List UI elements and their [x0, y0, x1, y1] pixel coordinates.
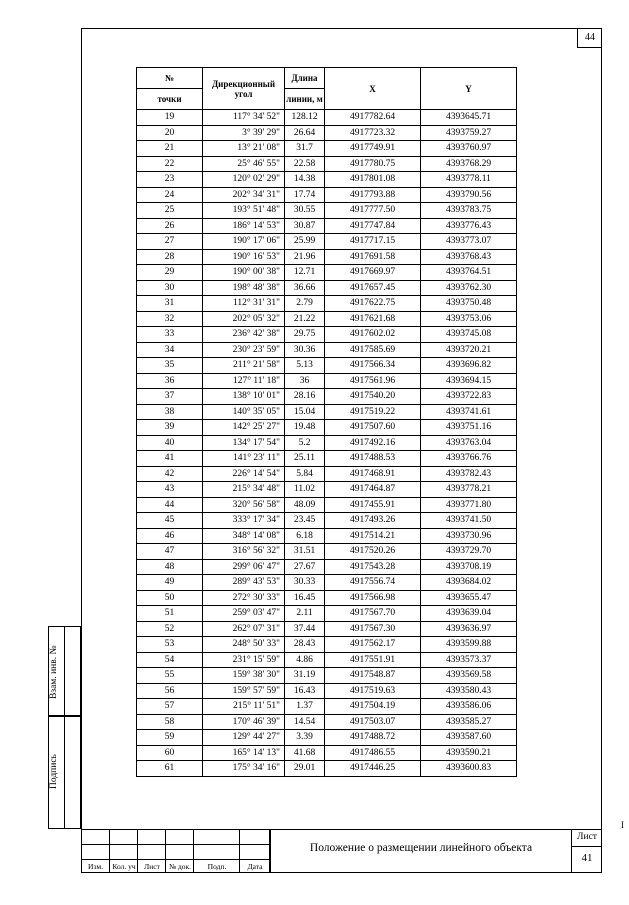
header-angle: Дирекционный угол: [203, 68, 285, 110]
header-x: X: [325, 68, 421, 110]
table-row: [137, 606, 517, 622]
side-label-vzam: Взам. инв. №: [49, 645, 59, 699]
coord-y: 4393768.29: [421, 156, 517, 172]
coord-x: 4917566.34: [325, 358, 421, 374]
point-number: 44: [137, 497, 203, 513]
stamp-label-podp: Подп.: [207, 862, 227, 871]
direction-angle: 159° 38' 30": [203, 668, 285, 684]
point-number: 21: [137, 141, 203, 157]
coord-y: 4393684.02: [421, 575, 517, 591]
side-box-podpis: [48, 716, 81, 829]
line-length: 21.22: [285, 311, 325, 327]
direction-angle: 259° 03' 47": [203, 606, 285, 622]
direction-angle: 226° 14' 54": [203, 466, 285, 482]
direction-angle: 159° 57' 59": [203, 683, 285, 699]
table-body: [137, 110, 517, 777]
table-row: [137, 404, 517, 420]
point-number: 45: [137, 513, 203, 529]
direction-angle: 248° 50' 33": [203, 637, 285, 653]
coord-y: 4393569.58: [421, 668, 517, 684]
direction-angle: 333° 17' 34": [203, 513, 285, 529]
coord-y: 4393599.88: [421, 637, 517, 653]
line-length: 28.16: [285, 389, 325, 405]
direction-angle: 13° 21' 08": [203, 141, 285, 157]
coord-x: 4917622.75: [325, 296, 421, 312]
direction-angle: 215° 11' 51": [203, 699, 285, 715]
stamp-grid: [81, 830, 270, 873]
table-row: [137, 156, 517, 172]
coord-y: 4393720.21: [421, 342, 517, 358]
coord-y: 4393753.06: [421, 311, 517, 327]
coord-y: 4393778.11: [421, 172, 517, 188]
direction-angle: 202° 34' 31": [203, 187, 285, 203]
table-row: [137, 451, 517, 467]
direction-angle: 320° 56' 58": [203, 497, 285, 513]
stamp-label-list: Лист: [144, 862, 160, 871]
coord-x: 4917782.64: [325, 110, 421, 126]
table-row: [137, 373, 517, 389]
point-number: 31: [137, 296, 203, 312]
coord-y: 4393729.70: [421, 544, 517, 560]
line-length: 5.84: [285, 466, 325, 482]
table-row: [137, 172, 517, 188]
table-row: [137, 652, 517, 668]
point-number: 56: [137, 683, 203, 699]
table-row: [137, 110, 517, 126]
direction-angle: 165° 14' 13": [203, 745, 285, 761]
table-row: [137, 141, 517, 157]
coord-x: 4917464.87: [325, 482, 421, 498]
table-row: [137, 683, 517, 699]
point-number: 54: [137, 652, 203, 668]
point-number: 55: [137, 668, 203, 684]
table-row: [137, 280, 517, 296]
direction-angle: 215° 34' 48": [203, 482, 285, 498]
coord-x: 4917780.75: [325, 156, 421, 172]
table-row: [137, 296, 517, 312]
table-row: [137, 621, 517, 637]
coord-y: 4393764.51: [421, 265, 517, 281]
coord-x: 4917801.08: [325, 172, 421, 188]
point-number: 25: [137, 203, 203, 219]
line-length: 128.12: [285, 110, 325, 126]
coord-y: 4393745.08: [421, 327, 517, 343]
table-row: [137, 497, 517, 513]
header-point: точки: [137, 89, 203, 110]
point-number: 39: [137, 420, 203, 436]
coord-x: 4917777.50: [325, 203, 421, 219]
coord-x: 4917492.16: [325, 435, 421, 451]
coord-x: 4917455.91: [325, 497, 421, 513]
direction-angle: 348° 14' 08": [203, 528, 285, 544]
side-label-podpis: Подпись: [49, 754, 59, 789]
coord-y: 4393639.04: [421, 606, 517, 622]
point-number: 29: [137, 265, 203, 281]
coord-y: 4393768.43: [421, 249, 517, 265]
point-number: 61: [137, 761, 203, 777]
direction-angle: 202° 05' 32": [203, 311, 285, 327]
line-length: 30.36: [285, 342, 325, 358]
line-length: 31.7: [285, 141, 325, 157]
point-number: 46: [137, 528, 203, 544]
direction-angle: 134° 17' 54": [203, 435, 285, 451]
coord-x: 4917488.53: [325, 451, 421, 467]
table-row: [137, 420, 517, 436]
table-row: [137, 249, 517, 265]
direction-angle: 3° 39' 29": [203, 125, 285, 141]
point-number: 26: [137, 218, 203, 234]
coord-y: 4393766.76: [421, 451, 517, 467]
point-number: 33: [137, 327, 203, 343]
point-number: 43: [137, 482, 203, 498]
table-row: [137, 482, 517, 498]
point-number: 35: [137, 358, 203, 374]
coord-x: 4917717.15: [325, 234, 421, 250]
point-number: 30: [137, 280, 203, 296]
table-row: [137, 528, 517, 544]
document-title: Положение о размещении линейного объекта: [270, 830, 571, 873]
line-length: 22.58: [285, 156, 325, 172]
side-box-vzam: [48, 626, 81, 716]
table-row: [137, 761, 517, 777]
coord-y: 4393782.43: [421, 466, 517, 482]
coord-y: 4393773.07: [421, 234, 517, 250]
coord-x: 4917468.91: [325, 466, 421, 482]
coord-y: 4393751.16: [421, 420, 517, 436]
line-length: 37.44: [285, 621, 325, 637]
direction-angle: 140° 35' 05": [203, 404, 285, 420]
coord-y: 4393585.27: [421, 714, 517, 730]
stamp-label-izm: Изм.: [88, 862, 103, 871]
point-number: 23: [137, 172, 203, 188]
direction-angle: 120° 02' 29": [203, 172, 285, 188]
coord-y: 4393694.15: [421, 373, 517, 389]
line-length: 31.19: [285, 668, 325, 684]
table-row: [137, 745, 517, 761]
direction-angle: 230° 23' 59": [203, 342, 285, 358]
line-length: 29.01: [285, 761, 325, 777]
coord-y: 4393655.47: [421, 590, 517, 606]
line-length: 1.37: [285, 699, 325, 715]
direction-angle: 25° 46' 55": [203, 156, 285, 172]
table-row: [137, 358, 517, 374]
line-length: 2.11: [285, 606, 325, 622]
coord-x: 4917504.19: [325, 699, 421, 715]
coord-y: 4393722.83: [421, 389, 517, 405]
coord-x: 4917669.97: [325, 265, 421, 281]
line-length: 28.43: [285, 637, 325, 653]
coord-x: 4917556.74: [325, 575, 421, 591]
direction-angle: 129° 44' 27": [203, 730, 285, 746]
direction-angle: 127° 11' 18": [203, 373, 285, 389]
coord-y: 4393600.83: [421, 761, 517, 777]
point-number: 24: [137, 187, 203, 203]
coord-y: 4393586.06: [421, 699, 517, 715]
line-length: 30.87: [285, 218, 325, 234]
coord-x: 4917566.98: [325, 590, 421, 606]
stamp-hline: [81, 844, 270, 845]
direction-angle: 211° 21' 58": [203, 358, 285, 374]
line-length: 27.67: [285, 559, 325, 575]
coord-y: 4393708.19: [421, 559, 517, 575]
point-number: 47: [137, 544, 203, 560]
line-length: 26.64: [285, 125, 325, 141]
coord-x: 4917562.17: [325, 637, 421, 653]
point-number: 42: [137, 466, 203, 482]
table-row: [137, 389, 517, 405]
coord-y: 4393760.97: [421, 141, 517, 157]
line-length: 16.43: [285, 683, 325, 699]
table-row: [137, 730, 517, 746]
coord-x: 4917567.30: [325, 621, 421, 637]
table-row: [137, 575, 517, 591]
line-length: 36: [285, 373, 325, 389]
direction-angle: 190° 16' 53": [203, 249, 285, 265]
direction-angle: 193° 51' 48": [203, 203, 285, 219]
direction-angle: 117° 34' 52": [203, 110, 285, 126]
line-length: 36.66: [285, 280, 325, 296]
table-row: [137, 466, 517, 482]
coord-x: 4917446.25: [325, 761, 421, 777]
direction-angle: 190° 00' 38": [203, 265, 285, 281]
point-number: 22: [137, 156, 203, 172]
stamp-label-kol: Кол. уч: [112, 862, 136, 871]
line-length: 3.39: [285, 730, 325, 746]
direction-angle: 231° 15' 59": [203, 652, 285, 668]
coord-y: 4393750.48: [421, 296, 517, 312]
point-number: 52: [137, 621, 203, 637]
line-length: 4.86: [285, 652, 325, 668]
direction-angle: 190° 17' 06": [203, 234, 285, 250]
point-number: 19: [137, 110, 203, 126]
point-number: 32: [137, 311, 203, 327]
coord-x: 4917657.45: [325, 280, 421, 296]
coord-x: 4917520.26: [325, 544, 421, 560]
point-number: 51: [137, 606, 203, 622]
coord-x: 4917561.96: [325, 373, 421, 389]
sheet-number: 41: [581, 852, 593, 864]
coord-y: 4393590.21: [421, 745, 517, 761]
coord-y: 4393776.43: [421, 218, 517, 234]
point-number: 41: [137, 451, 203, 467]
coord-x: 4917551.91: [325, 652, 421, 668]
coord-x: 4917514.21: [325, 528, 421, 544]
point-number: 36: [137, 373, 203, 389]
header-length-unit: линии, м: [285, 89, 325, 110]
coord-y: 4393790.56: [421, 187, 517, 203]
table-row: [137, 311, 517, 327]
coord-y: 4393763.04: [421, 435, 517, 451]
point-number: 34: [137, 342, 203, 358]
direction-angle: 142° 25' 27": [203, 420, 285, 436]
line-length: 5.13: [285, 358, 325, 374]
edge-mark: I: [621, 820, 624, 830]
table-row: [137, 637, 517, 653]
line-length: 23.45: [285, 513, 325, 529]
table-row: [137, 559, 517, 575]
coord-x: 4917793.88: [325, 187, 421, 203]
coord-x: 4917602.02: [325, 327, 421, 343]
coord-y: 4393645.71: [421, 110, 517, 126]
header-length: Длина: [285, 68, 325, 89]
coord-x: 4917723.32: [325, 125, 421, 141]
direction-angle: 299° 06' 47": [203, 559, 285, 575]
direction-angle: 236° 42' 38": [203, 327, 285, 343]
line-length: 31.51: [285, 544, 325, 560]
coord-y: 4393580.43: [421, 683, 517, 699]
point-number: 20: [137, 125, 203, 141]
coord-y: 4393762.30: [421, 280, 517, 296]
point-number: 59: [137, 730, 203, 746]
point-number: 27: [137, 234, 203, 250]
line-length: 41.68: [285, 745, 325, 761]
line-length: 2.79: [285, 296, 325, 312]
table-row: [137, 234, 517, 250]
table-row: [137, 513, 517, 529]
coord-x: 4917567.70: [325, 606, 421, 622]
point-number: 53: [137, 637, 203, 653]
table-row: [137, 544, 517, 560]
coord-x: 4917507.60: [325, 420, 421, 436]
sheet-label: Лист: [577, 832, 597, 842]
direction-angle: 262° 07' 31": [203, 621, 285, 637]
coord-x: 4917519.22: [325, 404, 421, 420]
coord-x: 4917585.69: [325, 342, 421, 358]
line-length: 25.99: [285, 234, 325, 250]
header-y: Y: [421, 68, 517, 110]
table-row: [137, 699, 517, 715]
sheet-divider: [572, 846, 602, 847]
direction-angle: 175° 34' 16": [203, 761, 285, 777]
coord-y: 4393741.50: [421, 513, 517, 529]
table-row: [137, 265, 517, 281]
coord-y: 4393573.37: [421, 652, 517, 668]
direction-angle: 198° 48' 38": [203, 280, 285, 296]
point-number: 50: [137, 590, 203, 606]
line-length: 48.09: [285, 497, 325, 513]
table-row: [137, 590, 517, 606]
coord-y: 4393696.82: [421, 358, 517, 374]
direction-angle: 141° 23' 11": [203, 451, 285, 467]
coord-x: 4917519.63: [325, 683, 421, 699]
line-length: 30.55: [285, 203, 325, 219]
direction-angle: 272° 30' 33": [203, 590, 285, 606]
line-length: 29.75: [285, 327, 325, 343]
direction-angle: 316° 56' 32": [203, 544, 285, 560]
stamp-label-data: Дата: [247, 862, 263, 871]
table-row: [137, 327, 517, 343]
coordinates-table: [136, 67, 517, 777]
coord-x: 4917747.84: [325, 218, 421, 234]
table-row: [137, 342, 517, 358]
point-number: 49: [137, 575, 203, 591]
coord-x: 4917749.91: [325, 141, 421, 157]
table-row: [137, 203, 517, 219]
point-number: 38: [137, 404, 203, 420]
line-length: 12.71: [285, 265, 325, 281]
table-row: [137, 714, 517, 730]
point-number: 37: [137, 389, 203, 405]
line-length: 15.04: [285, 404, 325, 420]
table-row: [137, 668, 517, 684]
line-length: 14.38: [285, 172, 325, 188]
coord-x: 4917621.68: [325, 311, 421, 327]
line-length: 25.11: [285, 451, 325, 467]
coord-x: 4917540.20: [325, 389, 421, 405]
coord-y: 4393783.75: [421, 203, 517, 219]
coord-y: 4393778.21: [421, 482, 517, 498]
direction-angle: 170° 46' 39": [203, 714, 285, 730]
table-row: [137, 218, 517, 234]
point-number: 48: [137, 559, 203, 575]
point-number: 28: [137, 249, 203, 265]
line-length: 5.2: [285, 435, 325, 451]
table-row: [137, 125, 517, 141]
page-number: 44: [577, 28, 602, 48]
direction-angle: 289° 43' 53": [203, 575, 285, 591]
coord-x: 4917486.55: [325, 745, 421, 761]
coord-x: 4917503.07: [325, 714, 421, 730]
coord-x: 4917493.26: [325, 513, 421, 529]
line-length: 6.18: [285, 528, 325, 544]
coord-y: 4393771.80: [421, 497, 517, 513]
direction-angle: 112° 31' 31": [203, 296, 285, 312]
coord-x: 4917691.58: [325, 249, 421, 265]
line-length: 14.54: [285, 714, 325, 730]
sheet-box: [571, 830, 602, 873]
title-block: [81, 829, 602, 873]
line-length: 17.74: [285, 187, 325, 203]
header-num: №: [137, 68, 203, 89]
line-length: 30.33: [285, 575, 325, 591]
point-number: 60: [137, 745, 203, 761]
line-length: 16.45: [285, 590, 325, 606]
table-row: [137, 187, 517, 203]
direction-angle: 186° 14' 53": [203, 218, 285, 234]
coord-x: 4917548.87: [325, 668, 421, 684]
coord-x: 4917543.28: [325, 559, 421, 575]
line-length: 11.02: [285, 482, 325, 498]
stamp-hline: [81, 859, 270, 860]
coord-y: 4393741.61: [421, 404, 517, 420]
coord-y: 4393730.96: [421, 528, 517, 544]
point-number: 57: [137, 699, 203, 715]
line-length: 19.48: [285, 420, 325, 436]
stamp-label-doc: № док.: [168, 862, 192, 871]
coord-x: 4917488.72: [325, 730, 421, 746]
coord-y: 4393636.97: [421, 621, 517, 637]
point-number: 58: [137, 714, 203, 730]
coord-y: 4393759.27: [421, 125, 517, 141]
point-number: 40: [137, 435, 203, 451]
table-row: [137, 435, 517, 451]
coord-y: 4393587.60: [421, 730, 517, 746]
line-length: 21.96: [285, 249, 325, 265]
direction-angle: 138° 10' 01": [203, 389, 285, 405]
